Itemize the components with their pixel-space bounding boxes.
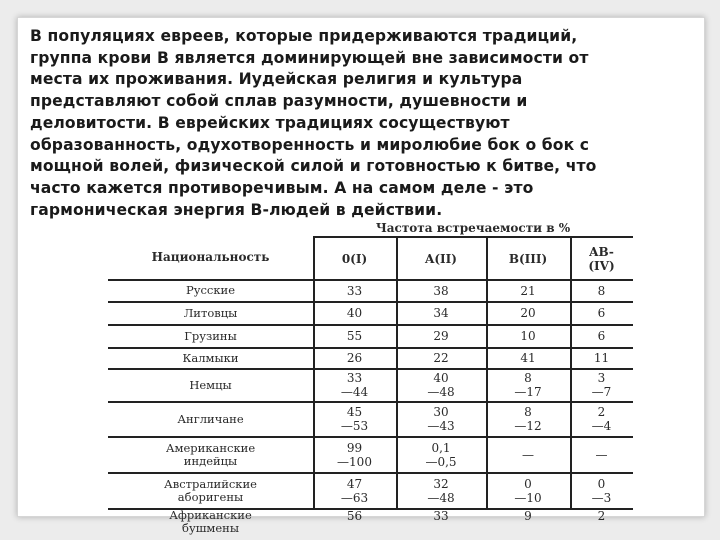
paragraph-line: образованность, одухотворенность и миролюбие бок о бок с bbox=[30, 135, 590, 154]
row-label: Калмыки bbox=[182, 350, 239, 365]
table-cell: 8 —17 bbox=[514, 371, 542, 399]
table-rule bbox=[313, 236, 633, 238]
paragraph-line: деловитости. В еврейских традициях сосуществуют bbox=[30, 113, 510, 132]
table-cell: 8 —12 bbox=[514, 405, 542, 433]
table-cell: 8 bbox=[597, 283, 606, 298]
column-header: 0(I) bbox=[341, 252, 368, 266]
paragraph-line: мощной волей, физической силой и готовностью к битве, что bbox=[30, 157, 597, 176]
table-cell: — bbox=[595, 447, 608, 462]
table-cell: 2 bbox=[597, 509, 606, 523]
table-cell: 11 bbox=[593, 351, 610, 365]
table-cell: 0 —3 bbox=[591, 476, 612, 505]
table-cell: 47 —63 bbox=[340, 476, 369, 505]
table-cell: 22 bbox=[433, 351, 449, 365]
header-group: Частота встречаемости в % bbox=[375, 221, 571, 235]
table-cell: 33 —44 bbox=[340, 371, 369, 399]
table-cell: 41 bbox=[520, 351, 536, 365]
row-label: Немцы bbox=[189, 377, 232, 392]
table-cell: 0 —10 bbox=[514, 476, 542, 505]
header-nationality: Национальность bbox=[151, 250, 270, 264]
slide bbox=[17, 17, 705, 535]
table-cell: 55 bbox=[346, 329, 363, 343]
table-cell: 29 bbox=[433, 329, 449, 343]
paragraph-line: часто кажется противоречивым. А на самом деле - это bbox=[30, 178, 534, 197]
table-cell: 34 bbox=[433, 306, 449, 320]
row-label: Американские индейцы bbox=[165, 440, 256, 468]
table-cell: 32 —48 bbox=[427, 476, 455, 505]
table-cell: 3 —7 bbox=[591, 371, 612, 399]
table-cell: 21 bbox=[520, 283, 536, 298]
table-cell: 0,1 —0,5 bbox=[425, 440, 457, 469]
column-header: A(II) bbox=[425, 252, 457, 266]
row-label: Австралийские аборигены bbox=[164, 476, 257, 504]
row-label: Литовцы bbox=[183, 305, 238, 320]
table-cell: 33 bbox=[346, 283, 363, 298]
paragraph-line: В популяциях евреев, которые придерживаются традиций, bbox=[30, 27, 578, 45]
table-cell: 6 bbox=[597, 329, 606, 343]
column-header: B(III) bbox=[508, 252, 548, 266]
row-label: Русские bbox=[185, 283, 236, 297]
table-cell: 26 bbox=[346, 351, 363, 365]
table-cell: 45 —53 bbox=[340, 405, 369, 433]
blood-group-table bbox=[108, 218, 633, 535]
table-cell: 38 bbox=[433, 283, 449, 298]
table-cell: 9 bbox=[524, 509, 532, 523]
table-cell: 99 —100 bbox=[337, 440, 372, 469]
row-label: Грузины bbox=[184, 328, 237, 343]
paragraph-line: места их проживания. Иудейская религия и культура bbox=[30, 70, 523, 89]
column-header: AB- (IV) bbox=[588, 245, 615, 273]
table-cell: 30 —43 bbox=[427, 405, 455, 433]
paragraph-line: группа крови В является доминирующей вне зависимости от bbox=[30, 48, 589, 67]
table-cell: 40 bbox=[346, 306, 363, 320]
table-cell: 10 bbox=[520, 329, 536, 343]
table-cell: 56 bbox=[346, 509, 363, 523]
table-cell: 6 bbox=[597, 306, 606, 320]
table-cell: 2 —4 bbox=[591, 405, 612, 433]
table-cell: 40 —48 bbox=[427, 371, 455, 399]
row-label: Африканские бушмены bbox=[169, 508, 252, 535]
body-paragraph bbox=[30, 26, 696, 221]
table-cell: — bbox=[522, 447, 534, 462]
row-label: Англичане bbox=[177, 411, 244, 426]
table-cell: 20 bbox=[520, 306, 536, 320]
paragraph-line: гармоническая энергия В-людей в действии. bbox=[30, 200, 443, 219]
table-cell: 33 bbox=[433, 509, 449, 523]
paragraph-line: представляют собой сплав разумности, душевности и bbox=[30, 92, 528, 111]
